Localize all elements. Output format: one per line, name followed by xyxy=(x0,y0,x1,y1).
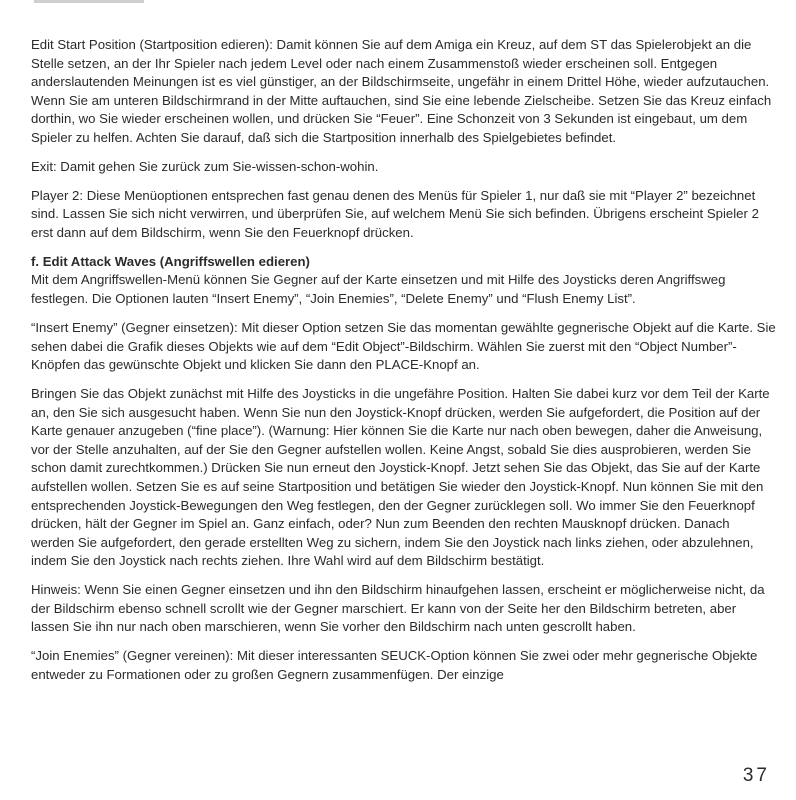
paragraph-placing-enemy: Bringen Sie das Objekt zunächst mit Hilfe des Joysticks in die ungefähre Position. Halten Sie dabei kurz vor dem Teil der Karte an, den Sie sich ausgesucht haben. Wenn Sie nun den Joystick-Knopf drücken, werden Sie aufgefordert, die Position auf der Karte genauer anzugeben (“fine place”). (Warnung: Hier können Sie die Karte nur nach oben bewegen, daher die Anweisung, vor der Stelle anzuhalten, auf der Sie den Gegner aufstellen wollen. Keine Angst, sobald Sie dies ausprobieren, werden Sie schon damit zurechtkommen.) Drücken Sie nun erneut den Joystick-Knopf. Jetzt sehen Sie das Objekt, das Sie auf der Karte aufstellen wollen. Setzen Sie es auf seine Startposition und betätigen Sie wieder den Joystick-Knopf. Nun können Sie mit den entsprechenden Joystick-Bewegungen den Weg festlegen, den der Gegner zurücklegen soll. Wo immer Sie den Feuerknopf drücken, hält der Gegner im Spiel an. Ganz einfach, oder? Nun zum Beenden den rechten Mausknopf drücken. Danach werden Sie aufgefordert, den gerade erstellten Weg zu sichern, indem Sie den Joystick nach links ziehen, oder abzulehnen, indem Sie den Joystick nach rechts ziehen. Ihre Wahl wird auf dem Bildschirm bestätigt. xyxy=(31,385,770,569)
paragraph-insert-enemy: “Insert Enemy” (Gegner einsetzen): Mit dieser Option setzen Sie das momentan gewählte gegnerische Objekt auf die Karte. Sie sehen dabei die Grafik dieses Objekts wie auf dem “Edit Object”-Bildschirm. Wählen Sie zuerst mit den “Object Number”-Knöpfen das gewünschte Objekt und klicken Sie dann den PLACE-Knopf an. xyxy=(31,319,776,373)
paragraph-attack-waves-intro: Mit dem Angriffswellen-Menü können Sie Gegner auf der Karte einsetzen und mit Hilfe des Joysticks deren Angriffsweg festlegen. Die Optionen lauten “Insert Enemy”, “Join Enemies”, “Delete Enemy” und “Flush Enemy List”. xyxy=(31,272,726,307)
page-number: 37 xyxy=(742,765,770,786)
paragraph-exit: Exit: Damit gehen Sie zurück zum Sie-wissen-schon-wohin. xyxy=(31,158,379,174)
paragraph-edit-start-position: Edit Start Position (Startposition edieren): Damit können Sie auf dem Amiga ein Kreuz, auf dem ST das Spielerobjekt an die Stelle setzen, an der Ihr Spieler nach jedem Level oder nach einem Zusammenstoß wieder erscheinen soll. Entgegen anderslautenden Meinungen ist es viel günstiger, an der Bildschirmseite, ungefähr in einem Drittel Höhe, wieder aufzutauchen. Wenn Sie am unteren Bildschirmrand in der Mitte auftauchen, sind Sie eine lebende Zielscheibe. Setzen Sie das Kreuz einfach dorthin, wo Sie wieder erscheinen wollen, und drücken Sie “Feuer”. Eine Schonzeit von 3 Sekunden ist eingebaut, um dem Spieler zu helfen. Achten Sie darauf, daß sich die Startposition innerhalb des Spielgebietes befindet. xyxy=(31,37,772,145)
paragraph-join-enemies: “Join Enemies” (Gegner vereinen): Mit dieser interessanten SEUCK-Option können Sie zwei oder mehr gegnerische Objekte entweder zu Formationen oder zu großen Gegnern zusammenfügen. Der einzige xyxy=(31,648,758,682)
scan-edge-mark xyxy=(34,0,144,3)
section-heading-attack-waves: f. Edit Attack Waves (Angriffswellen edieren) xyxy=(31,253,310,269)
manual-page-body xyxy=(31,36,776,684)
paragraph-player-2: Player 2: Diese Menüoptionen entsprechen fast genau denen des Menüs für Spieler 1, nur daß sie mit “Player 2” bezeichnet sind. Lassen Sie sich nicht verwirren, und überprüfen Sie, auf welchem Menü Sie sich befinden. Übrigens erscheint Spieler 2 erst dann auf dem Bildschirm, wenn Sie den Feuerknopf drücken. xyxy=(31,187,759,240)
paragraph-hint: Hinweis: Wenn Sie einen Gegner einsetzen und ihn den Bildschirm hinaufgehen lassen, erscheint er möglicherweise nicht, da der Bildschirm ebenso schnell scrollt wie der Gegner marschiert. Er kann von der Seite her den Bildschirm betreten, aber lassen Sie ihn nur nach oben marschieren, wenn Sie vorher den Bildschirm nach unten gescrollt haben. xyxy=(31,582,765,635)
